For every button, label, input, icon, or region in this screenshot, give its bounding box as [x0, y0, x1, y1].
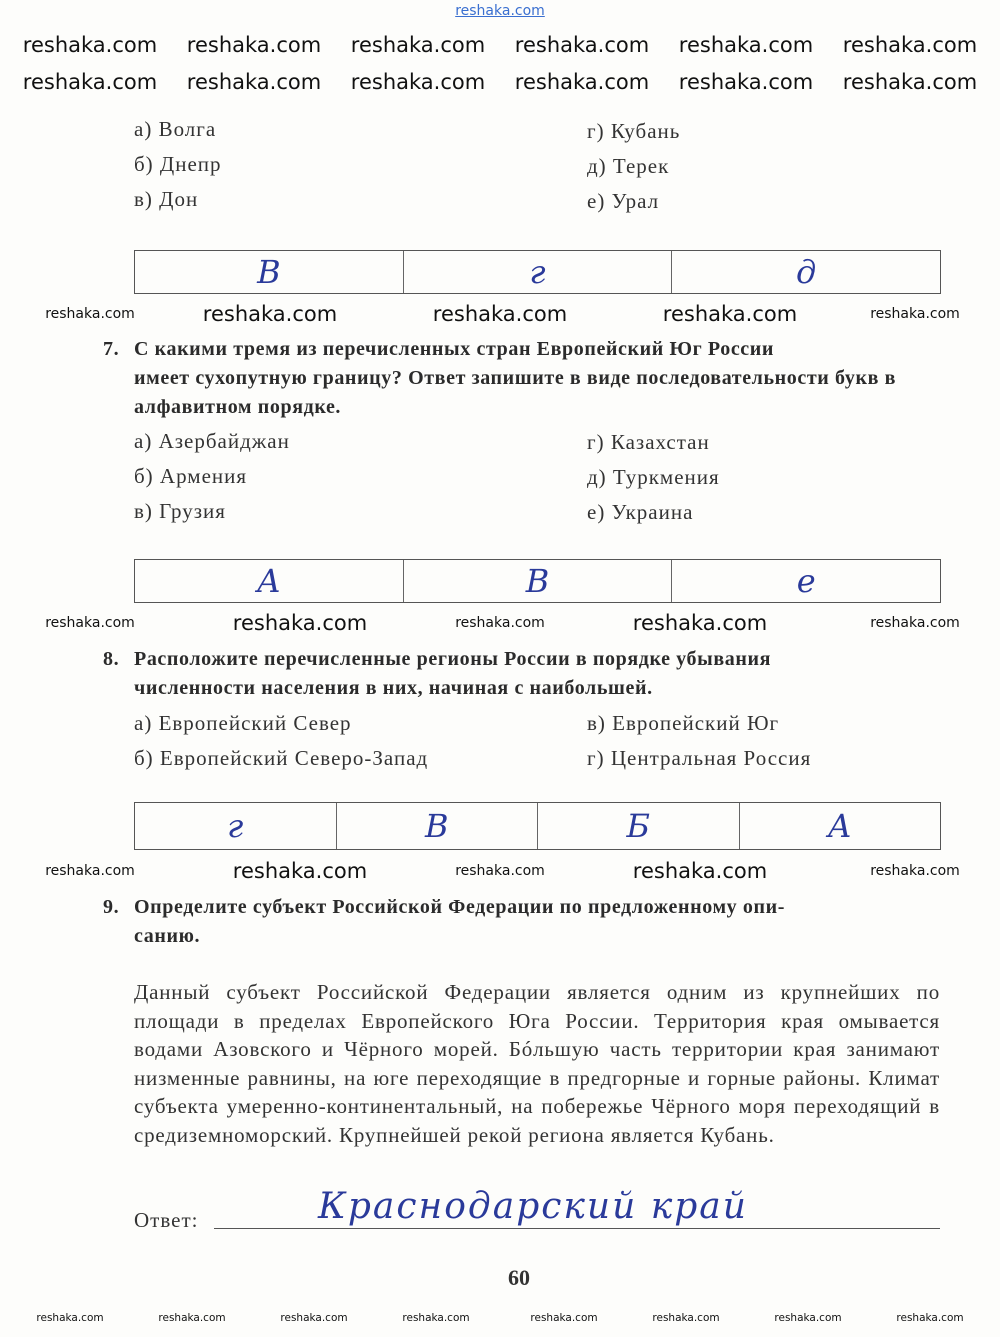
watermark: reshaka.com	[455, 863, 545, 879]
option: д) Терек	[587, 154, 670, 178]
header-link[interactable]: reshaka.com	[455, 3, 545, 19]
watermark: reshaka.com	[455, 615, 545, 631]
option: в) Европейский Юг	[587, 711, 780, 735]
watermark: reshaka.com	[232, 611, 368, 635]
handwritten-answer: Краснодарский край	[318, 1186, 748, 1227]
watermark: reshaka.com	[652, 1312, 720, 1324]
watermark: reshaka.com	[514, 70, 650, 94]
watermark: reshaka.com	[158, 1312, 226, 1324]
answer-cell: г	[135, 803, 337, 849]
option: а) Европейский Север	[134, 711, 352, 735]
question-number: 7.	[103, 338, 120, 360]
watermark: reshaka.com	[678, 70, 814, 94]
option: б) Днепр	[134, 152, 222, 176]
watermark: reshaka.com	[350, 33, 486, 57]
option: е) Украина	[587, 500, 694, 524]
option: в) Грузия	[134, 499, 226, 523]
option: а) Волга	[134, 117, 217, 141]
watermark: reshaka.com	[45, 863, 135, 879]
answer-cell: Б	[538, 803, 740, 849]
watermark: reshaka.com	[186, 33, 322, 57]
watermark: reshaka.com	[22, 33, 158, 57]
watermark: reshaka.com	[632, 611, 768, 635]
question-continuation: санию.	[134, 925, 201, 947]
answer-cell: е	[796, 562, 816, 600]
watermark: reshaka.com	[45, 615, 135, 631]
watermark: reshaka.com	[402, 1312, 470, 1324]
page-number: 60	[508, 1265, 530, 1290]
option: б) Армения	[134, 464, 248, 488]
answer-cell: В	[404, 560, 673, 602]
question-line: С какими тремя из перечисленных стран Европейский Юг России	[134, 338, 775, 360]
option: а) Азербайджан	[134, 429, 290, 453]
answer-cell: В	[337, 803, 539, 849]
q8-answer-table	[134, 802, 941, 850]
watermark: reshaka.com	[202, 302, 338, 326]
watermark: reshaka.com	[22, 70, 158, 94]
watermark: reshaka.com	[186, 70, 322, 94]
option: б) Европейский Северо-Запад	[134, 746, 429, 770]
option: е) Урал	[587, 189, 660, 213]
watermark: reshaka.com	[870, 306, 960, 322]
q7-answer-table	[134, 559, 941, 603]
q8-text	[103, 645, 940, 703]
watermark: reshaka.com	[514, 33, 650, 57]
question-continuation: численности населения в них, начиная с наибольшей.	[134, 677, 653, 699]
question-line: Определите субъект Российской Федерации по предложенному опи-	[134, 896, 785, 918]
answer-cell: д	[796, 253, 817, 291]
watermark: reshaka.com	[842, 70, 978, 94]
watermark: reshaka.com	[678, 33, 814, 57]
question-continuation: имеет сухопутную границу? Ответ запишите в виде последовательности букв в алфавитном порядке.	[134, 367, 896, 418]
watermark: reshaka.com	[896, 1312, 964, 1324]
option: г) Казахстан	[587, 430, 710, 454]
watermark: reshaka.com	[45, 306, 135, 322]
question-number: 9.	[103, 896, 120, 918]
answer-cell: В	[135, 251, 404, 293]
q9-text	[103, 893, 940, 951]
watermark: reshaka.com	[36, 1312, 104, 1324]
option: г) Центральная Россия	[587, 746, 812, 770]
watermark: reshaka.com	[870, 615, 960, 631]
watermark: reshaka.com	[280, 1312, 348, 1324]
answer-label: Ответ:	[134, 1208, 199, 1232]
watermark: reshaka.com	[870, 863, 960, 879]
watermark: reshaka.com	[432, 302, 568, 326]
answer-cell: г	[404, 251, 673, 293]
q7-text	[103, 335, 940, 422]
option: д) Туркмения	[587, 465, 720, 489]
watermark: reshaka.com	[232, 859, 368, 883]
answer-line	[214, 1228, 940, 1229]
watermark: reshaka.com	[842, 33, 978, 57]
watermark: reshaka.com	[632, 859, 768, 883]
answer-cell: А	[135, 560, 404, 602]
question-line: Расположите перечисленные регионы России в порядке убывания	[134, 648, 771, 670]
watermark: reshaka.com	[530, 1312, 598, 1324]
q9-description: Данный субъект Российской Федерации является одним из крупнейших по площади в пределах Европейского Юга России. Территория края омывается водами Азовского и Чёрного морей. Бóльшую часть территории края занимают низменные равнины, на юге переходящие в предгорные и горные районы. Климат субъекта умеренно-континентальный, на побережье Чёрного моря переходящий в средиземноморский. Крупнейшей рекой региона является Кубань.	[134, 980, 940, 1147]
answer-cell: А	[827, 807, 852, 845]
watermark: reshaka.com	[350, 70, 486, 94]
option: г) Кубань	[587, 119, 681, 143]
watermark: reshaka.com	[774, 1312, 842, 1324]
option: в) Дон	[134, 187, 199, 211]
question-number: 8.	[103, 648, 120, 670]
q6-answer-table	[134, 250, 941, 294]
watermark: reshaka.com	[662, 302, 798, 326]
